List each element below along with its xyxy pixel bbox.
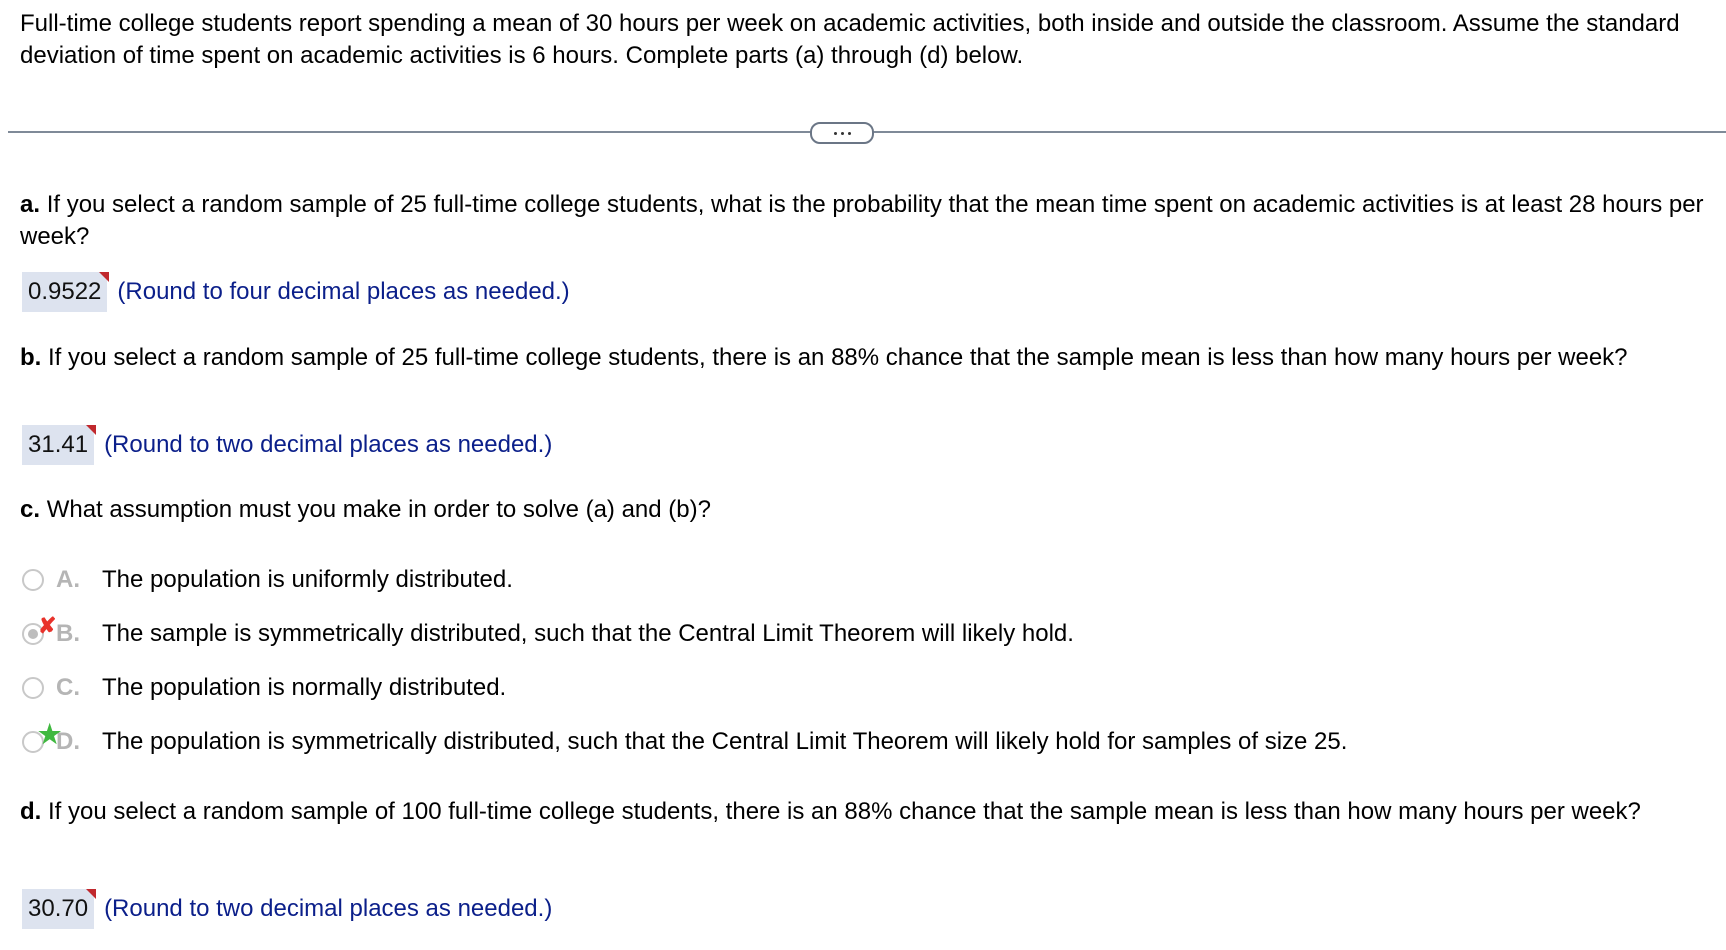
option-letter: C. — [56, 674, 80, 701]
option-letter: D. — [56, 728, 80, 755]
answer-field-b[interactable] — [22, 425, 94, 465]
incorrect-flag-icon — [86, 425, 96, 435]
answer-row-d — [22, 889, 552, 929]
part-label: a. — [20, 191, 41, 218]
question-b — [20, 342, 1706, 374]
rounding-hint: (Round to four decimal places as needed.) — [117, 278, 570, 305]
incorrect-flag-icon — [99, 272, 109, 282]
radio-button[interactable] — [22, 677, 44, 699]
correct-star-icon: ★ — [38, 719, 62, 749]
part-label: b. — [20, 344, 42, 371]
incorrect-flag-icon — [86, 889, 96, 899]
option-d[interactable] — [22, 719, 1348, 759]
question-c — [20, 494, 1706, 526]
answer-value: 0.9522 — [28, 278, 102, 305]
problem-statement: Full-time college students report spending a mean of 30 hours per week on academic activities, both inside and outside the classroom. Assume the standard deviation of time spent on academic activities is 6 hours. Complete parts (a) through (d) below. — [20, 10, 1680, 69]
option-text: The sample is symmetrically distributed, such that the Central Limit Theorem will likely hold. — [102, 620, 1074, 647]
radio-button[interactable] — [22, 569, 44, 591]
rounding-hint: (Round to two decimal places as needed.) — [104, 431, 553, 458]
radio-button-selected[interactable] — [22, 613, 57, 645]
part-label: c. — [20, 496, 41, 523]
option-c[interactable] — [22, 671, 506, 705]
answer-row-a — [22, 272, 570, 312]
part-label: d. — [20, 798, 42, 825]
expand-more-button[interactable] — [810, 122, 874, 144]
answer-field-d[interactable] — [22, 889, 94, 929]
option-text: The population is uniformly distributed. — [102, 566, 513, 593]
answer-field-a[interactable] — [22, 272, 107, 312]
option-letter: A. — [56, 566, 80, 593]
answer-value: 30.70 — [28, 895, 89, 922]
question-text: What assumption must you make in order to solve (a) and (b)? — [46, 496, 711, 523]
rounding-hint: (Round to two decimal places as needed.) — [104, 895, 553, 922]
option-a[interactable] — [22, 563, 513, 597]
question-d — [20, 796, 1706, 828]
question-text: If you select a random sample of 25 full-time college students, there is an 88% chance that the sample mean is less than how many hours per week? — [48, 344, 1628, 371]
incorrect-x-icon: ✘ — [38, 613, 57, 638]
radio-button[interactable] — [22, 719, 62, 753]
answer-row-b — [22, 425, 552, 465]
question-text: If you select a random sample of 100 full-time college students, there is an 88% chance that the sample mean is less than how many hours per week? — [48, 798, 1641, 825]
question-text: If you select a random sample of 25 full-time college students, what is the probability that the mean time spent on academic activities is at least 28 hours per week? — [20, 191, 1704, 250]
answer-value: 31.41 — [28, 431, 89, 458]
option-letter: B. — [56, 620, 80, 647]
option-text: The population is symmetrically distributed, such that the Central Limit Theorem will likely hold for samples of size 25. — [102, 728, 1348, 755]
option-b[interactable] — [22, 613, 1074, 651]
option-text: The population is normally distributed. — [102, 674, 507, 701]
question-a — [20, 189, 1706, 253]
